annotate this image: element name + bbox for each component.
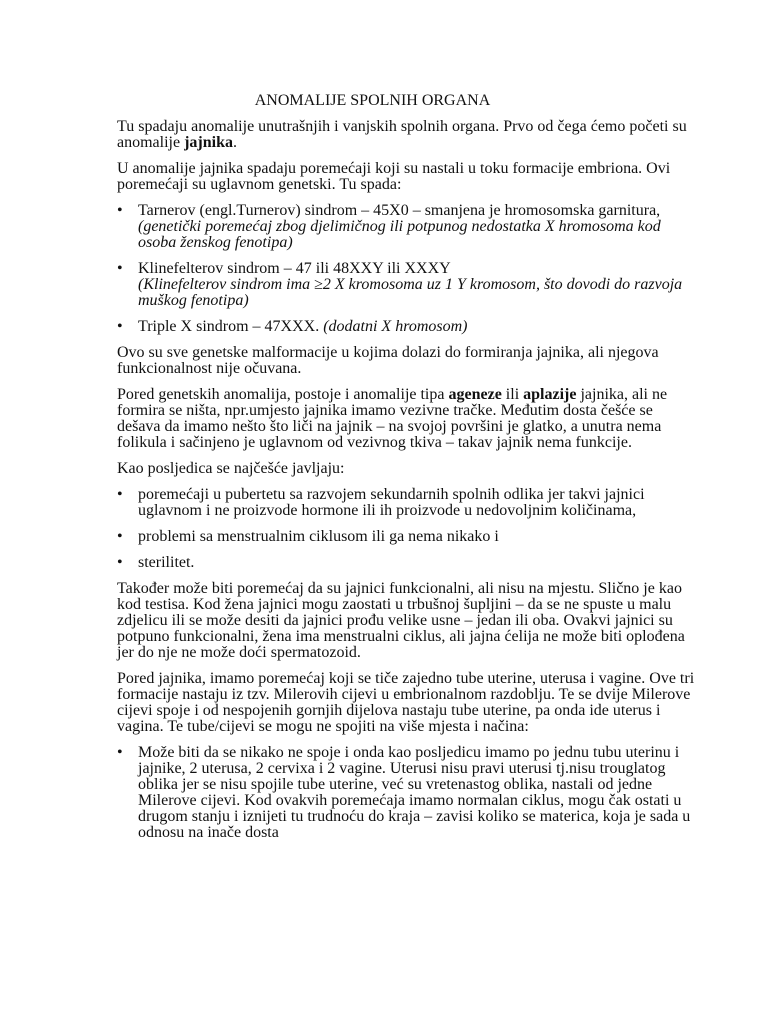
aplasia-term: aplazije [523,386,577,403]
syndrome-name: Triple X sindrom – 47XXX. [138,318,324,335]
intro-paragraph [117,119,698,151]
list-item: • sterilitet. [117,555,698,571]
list-item: • poremećaji u pubertetu sa razvojem sekundarnih spolnih odlika jer takvi jajnici uglavnom i ne proizvode hormone ili ih proizvode u nedovoljnim količinama, [117,487,698,519]
malformations-paragraph: Ovo su sve genetske malformacije u kojima dolazi do formiranja jajnika, ali njegova funkcionalnost nije očuvana. [117,344,659,377]
ovary-anomalies-paragraph: U anomalije jajnika spadaju poremećaji koji su nastali u toku formacije embriona. Ovi poremećaji su uglavnom genetski. Tu spada: [117,160,671,193]
list-item [117,203,698,251]
list-item: • problemi sa menstrualnim ciklusom ili ga nema nikako i [117,529,698,545]
intro-bold-term: jajnika [184,134,233,151]
syndrome-name: Tarnerov (engl.Turnerov) sindrom – 45X0 – smanjena je hromosomska garnitura, [138,202,661,219]
list-item [117,319,698,335]
consequences-intro: Kao posljedica se najčešće javljaju: [117,460,345,477]
syndrome-note: (genetički poremećaj zbog djelimičnog ili potpunog nedostatka X hromosoma kod osoba ženskog fenotipa) [138,218,661,251]
fusion-defects-list [117,745,698,841]
agenesis-text-a: Pored genetskih anomalija, postoje i anomalije tipa [117,386,449,403]
agenesis-text-d: jajnika, ali ne formira se ništa, npr.umjesto jajnika imamo vezivne tračke. Međutim dosta češće se dešava da imamo nešto što liči na jajnik – na svojoj površini je glatko, a unutra nema folikula i sačinjeno je uglavnom od vezivnog tkiva – takav jajnik nema funkcije. [117,386,668,451]
syndrome-note: (dodatni X hromosom) [323,318,468,335]
consequences-list [117,487,698,571]
intro-text: Tu spadaju anomalije unutrašnjih i vanjskih spolnih organa. Prvo od čega ćemo početi su anomalije [117,118,687,151]
syndrome-note: (Klinefelterov sindrom ima ≥2 X kromosoma uz 1 Y kromosom, što dovodi do razvoja muškog fenotipa) [138,276,683,309]
list-item [117,261,698,309]
agenesis-paragraph [117,387,698,451]
ectopic-ovary-paragraph: Također može biti poremećaj da su jajnici funkcionalni, ali nisu na mjestu. Slično je kao kod testisa. Kod žena jajnici mogu zaostati u trbušnoj šupljini – da se ne spuste u malu zdjelicu ili se može desiti da jajnici prođu velike usne – jedan ili oba. Ovakvi jajnici su potpuno funkcionalni, žena ima menstrualni ciklus, ali jajna ćelija ne može biti oplođena jer do nje ne može doći spermatozoid. [117,580,685,661]
document-title: ANOMALIJE SPOLNIH ORGANA [254,92,491,109]
syndrome-name: Klinefelterov sindrom – 47 ili 48XXY ili XXXY [138,260,451,277]
list-item: • Može biti da se nikako ne spoje i onda kao posljedicu imamo po jednu tubu uterinu i jajnike, 2 uterusa, 2 cervixa i 2 vagine. Uterusi nisu pravi uterusi tj.nisu trouglatog oblika jer se nisu spojile tube uterine, već su vretenastog oblika, nastali od jedne Milerove cijevi. Kod ovakvih poremećaja imamo normalan ciklus, mogu čak ostati u drugom stanju i iznijeti tu trudnoću do kraja – zavisi koliko se materica, koja je sada u odnosu na inače dosta [117,745,698,841]
genetic-syndromes-list [117,203,698,335]
agenesis-term: ageneze [448,386,502,403]
agenesis-text-c: ili [501,386,524,403]
mullerian-ducts-paragraph: Pored jajnika, imamo poremećaj koji se tiče zajedno tube uterine, uterusa i vagine. Ove tri formacije nastaju iz tzv. Milerovih cijevi u embrionalnom razdoblju. Te se dvije Milerove cijevi spoje i od nespojenih gornjih dijelova nastaju tube uterine, pa onda ide uterus i vagina. Te tube/cijevi se mogu ne spojiti na više mjesta i načina: [117,670,695,735]
intro-end: . [233,134,237,151]
